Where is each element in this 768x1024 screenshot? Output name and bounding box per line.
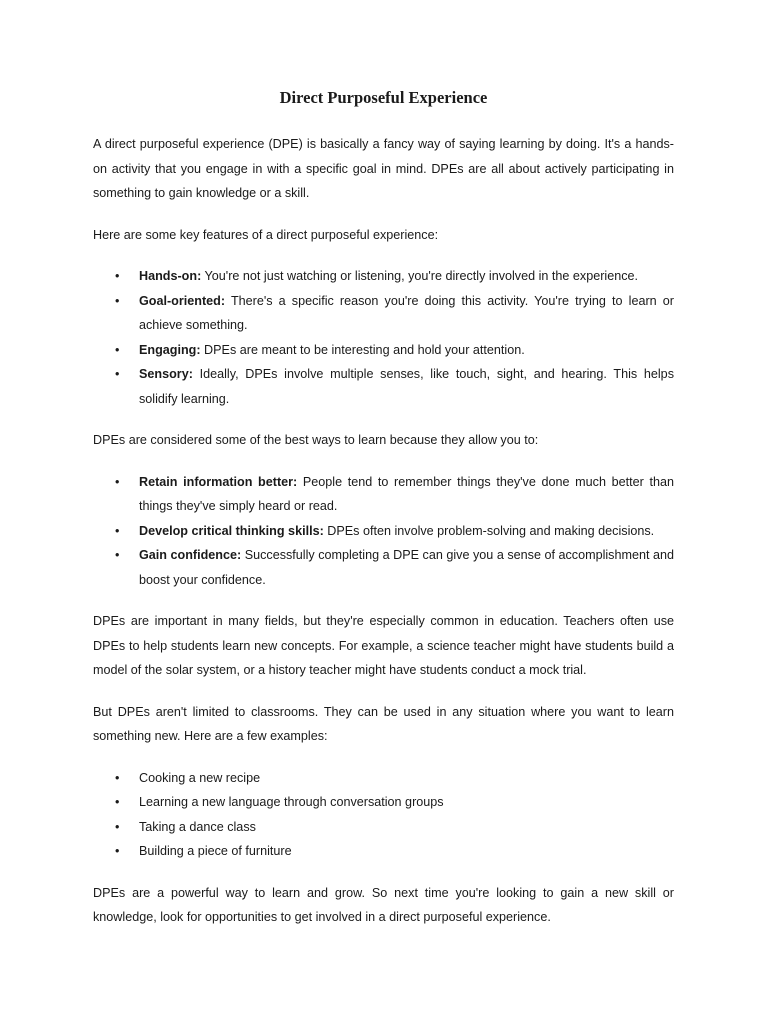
- bullet-icon: •: [115, 474, 120, 489]
- bullet-icon: •: [115, 293, 120, 308]
- list-item: [93, 362, 674, 411]
- conclusion-paragraph: DPEs are a powerful way to learn and grow. So next time you're looking to gain a new skill or knowledge, look for opportunities to get involved in a direct purposeful experience.: [93, 885, 674, 924]
- list-item: [93, 470, 674, 519]
- document-page: [93, 86, 674, 947]
- benefit-text: Successfully completing a DPE can give you a sense of accomplishment and boost your confidence.: [139, 548, 674, 587]
- benefit-term: Gain confidence:: [139, 548, 242, 562]
- intro-paragraph: A direct purposeful experience (DPE) is basically a fancy way of saying learning by doing. It's a hands-on activity that you engage in with a specific goal in mind. DPEs are all about actively participating in something to gain knowledge or a skill.: [93, 137, 674, 200]
- feature-term: Engaging:: [139, 342, 201, 357]
- list-item: [93, 338, 674, 363]
- list-item: [93, 766, 674, 791]
- feature-text: There's a specific reason you're doing this activity. You're trying to learn or achieve something.: [139, 293, 674, 332]
- feature-text: DPEs are meant to be interesting and hold your attention.: [200, 342, 525, 357]
- benefits-list: [93, 470, 674, 593]
- fields-paragraph: DPEs are important in many fields, but they're especially common in education. Teachers often use DPEs to help students learn new concepts. For example, a science teacher might have students build a model of the solar system, or a history teacher might have students conduct a mock trial.: [93, 614, 674, 677]
- example-text: Taking a dance class: [139, 819, 256, 834]
- bullet-icon: •: [115, 523, 120, 538]
- list-item: [93, 839, 674, 864]
- bullet-icon: •: [115, 269, 120, 283]
- list-item: [93, 264, 674, 289]
- benefits-lead-paragraph: DPEs are considered some of the best ways to learn because they allow you to:: [93, 433, 539, 447]
- bullet-icon: •: [115, 367, 120, 381]
- bullet-icon: •: [115, 844, 120, 858]
- benefit-text: DPEs often involve problem-solving and making decisions.: [323, 523, 655, 538]
- bullet-icon: •: [115, 770, 120, 785]
- example-text: Building a piece of furniture: [139, 844, 292, 858]
- bullet-icon: •: [115, 795, 120, 809]
- feature-term: Sensory:: [139, 367, 193, 381]
- examples-list: [93, 766, 674, 864]
- features-lead-paragraph: Here are some key features of a direct purposeful experience:: [93, 227, 439, 242]
- document-title: Direct Purposeful Experience: [279, 88, 488, 107]
- feature-text: Ideally, DPEs involve multiple senses, like touch, sight, and hearing. This helps solidify learning.: [139, 367, 674, 406]
- feature-term: Hands-on:: [139, 269, 202, 283]
- benefit-text: People tend to remember things they've done much better than things they've simply heard or read.: [139, 474, 674, 513]
- bullet-icon: •: [115, 819, 120, 834]
- list-item: [93, 790, 674, 815]
- feature-text: You're not just watching or listening, you're directly involved in the experience.: [201, 269, 639, 283]
- benefit-term: Retain information better:: [139, 474, 298, 489]
- list-item: [93, 519, 674, 544]
- features-list: [93, 264, 674, 411]
- benefit-term: Develop critical thinking skills:: [139, 523, 324, 538]
- feature-term: Goal-oriented:: [139, 293, 226, 308]
- example-text: Cooking a new recipe: [139, 770, 261, 785]
- list-item: [93, 543, 674, 592]
- list-item: [93, 815, 674, 840]
- examples-lead-paragraph: But DPEs aren't limited to classrooms. They can be used in any situation where you want to learn something new. Here are a few examples:: [93, 704, 674, 743]
- bullet-icon: •: [115, 342, 120, 357]
- example-text: Learning a new language through conversation groups: [139, 795, 444, 809]
- bullet-icon: •: [115, 548, 120, 562]
- list-item: [93, 289, 674, 338]
